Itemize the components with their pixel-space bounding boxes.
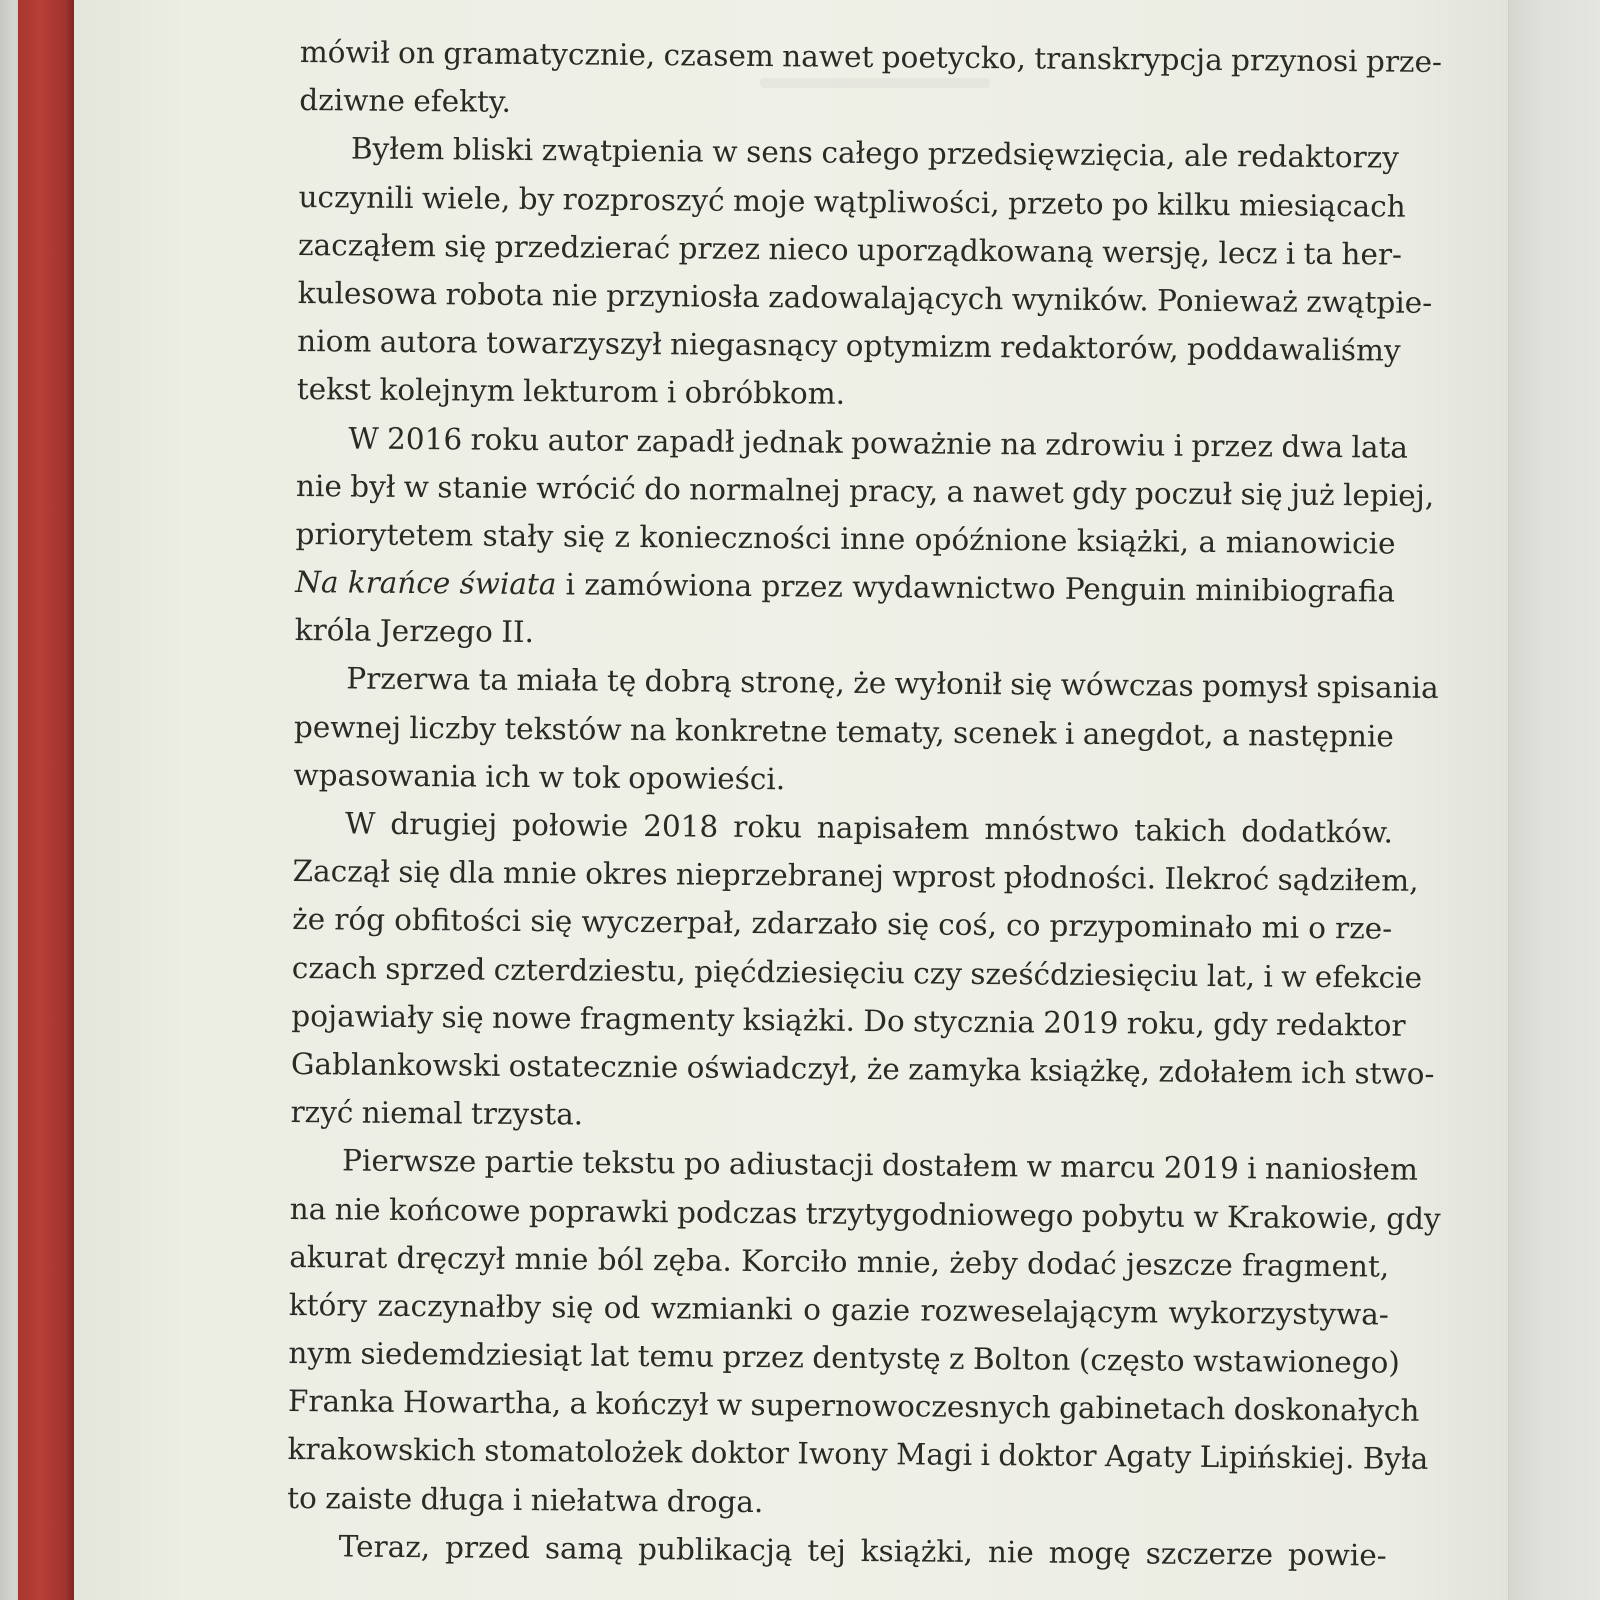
paragraph-start-line: W 2016 roku autor zapadł jednak poważnie na zdrowiu i przez dwa lata bbox=[348, 420, 1409, 465]
text-line: nym siedemdziesiąt lat temu przez dentystę z Bolton (często wstawionego) bbox=[288, 1336, 1400, 1380]
text-line: Gablankowski ostatecznie oświadczył, że zamyka książkę, zdołałem ich stwo- bbox=[290, 1046, 1435, 1091]
text-line: że róg obfitości się wyczerpał, zdarzało się coś, co przypominało mi o rze- bbox=[292, 902, 1393, 946]
text-line: niom autora towarzyszył niegasnący optymizm redaktorów, poddawaliśmy bbox=[297, 324, 1401, 368]
text-line: króla Jerzego II. bbox=[294, 613, 535, 650]
text-line: Franka Howartha, a kończył w supernowoczesnych gabinetach doskonałych bbox=[287, 1384, 1420, 1429]
page-text bbox=[287, 28, 1443, 1580]
paragraph-start-line: Przerwa ta miała tę dobrą stronę, że wyłonił się wówczas pomysł spisania bbox=[346, 661, 1439, 706]
text-line: priorytetem stały się z konieczności inne opóźnione książki, a mianowicie bbox=[295, 516, 1396, 561]
text-line: dziwne efekty. bbox=[299, 83, 512, 120]
text-line: zacząłem się przedzierać przez nieco uporządkowaną wersję, lecz i ta her- bbox=[297, 227, 1403, 272]
paragraph-start-line: W drugiej połowie 2018 roku napisałem mnóstwo takich dodatków. bbox=[344, 806, 1394, 850]
text-line: na nie końcowe poprawki podczas trzytygodniowego pobytu w Krakowie, gdy bbox=[289, 1191, 1441, 1236]
text-line: tekst kolejnym lekturom i obróbkom. bbox=[296, 372, 846, 412]
text-line: pojawiały się nowe fragmenty książki. Do stycznia 2019 roku, gdy redaktor bbox=[291, 998, 1406, 1043]
text-line: krakowskich stomatolożek doktor Iwony Magi i doktor Agaty Lipińskiej. Była bbox=[287, 1432, 1429, 1477]
text-line: uczynili wiele, by rozproszyć moje wątpliwości, przeto po kilku miesiącach bbox=[298, 179, 1406, 224]
text-line: mówił on gramatycznie, czasem nawet poetycko, transkrypcja przynosi prze- bbox=[299, 34, 1443, 79]
text-fragment: i zamówiona przez wydawnictwo Penguin minibiografia bbox=[565, 567, 1396, 609]
text-line: to zaiste długa i niełatwa droga. bbox=[287, 1480, 764, 1519]
page-edge-stack bbox=[1508, 0, 1600, 1600]
text-line: Zaczął się dla mnie okres nieprzebranej wprost płodności. Ilekroć sądziłem, bbox=[292, 854, 1419, 898]
text-line: kulesowa robota nie przyniosła zadowalających wyników. Ponieważ zwątpie- bbox=[297, 275, 1433, 320]
book-title-italic: Na krańce świata bbox=[295, 565, 557, 602]
paragraph-start-line: Pierwsze partie tekstu po adiustacji dostałem w marcu 2019 i naniosłem bbox=[341, 1143, 1419, 1188]
text-line: wpasowania ich w tok opowieści. bbox=[293, 757, 786, 797]
text-line: rzyć niemal trzysta. bbox=[290, 1095, 584, 1132]
text-line: który zaczynałby się od wzmianki o gazie rozweselającym wykorzystywa- bbox=[288, 1287, 1389, 1332]
paragraph-start-line: Teraz, przed samą publikacją tej książki, nie mogę szczerze powie- bbox=[338, 1529, 1387, 1573]
text-line: akurat dręczył mnie ból zęba. Korciło mnie, żeby dodać jeszcze fragment, bbox=[289, 1239, 1390, 1284]
book-cover-spine bbox=[18, 0, 74, 1600]
paragraph-start-line: Byłem bliski zwątpienia w sens całego przedsięwzięcia, ale redaktorzy bbox=[350, 131, 1400, 175]
text-line: pewnej liczby tekstów na konkretne tematy, scenek i anegdot, a następnie bbox=[293, 709, 1395, 754]
text-line: nie był w stanie wrócić do normalnej pracy, a nawet gdy poczuł się już lepiej, bbox=[295, 468, 1435, 513]
text-line: czach sprzed czterdziestu, pięćdziesięciu czy sześćdziesięciu lat, i w efekcie bbox=[291, 950, 1423, 995]
